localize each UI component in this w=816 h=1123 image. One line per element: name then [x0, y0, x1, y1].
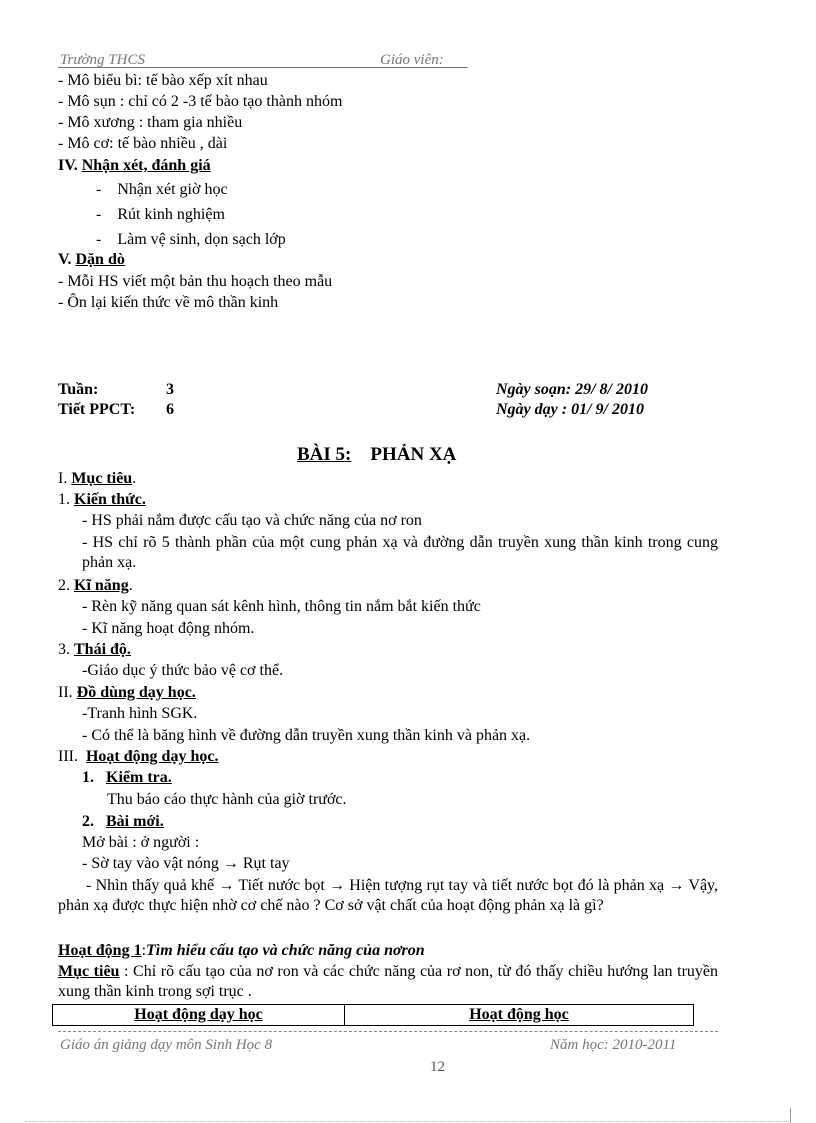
- prep-date: Ngày soạn: 29/ 8/ 2010: [496, 381, 648, 398]
- header-teacher: Giáo viên:: [380, 52, 444, 68]
- section-v-heading: [58, 250, 125, 270]
- header-school: Trường THCS: [60, 52, 145, 68]
- iii-2-title: Bài mới.: [106, 813, 164, 830]
- sub-3-line-1: -Giáo dục ý thức bảo vệ cơ thể.: [82, 662, 284, 679]
- iv-item-2: - Rút kinh nghiệm: [96, 206, 225, 223]
- week-value: 3: [166, 381, 174, 398]
- activity-table: [52, 1004, 694, 1026]
- section-ii-heading: [58, 683, 196, 703]
- section-v-title: Dặn dò: [75, 251, 125, 268]
- ii-line-1: -Tranh hình SGK.: [82, 705, 198, 722]
- activity-1-title: Tìm hiểu cấu tạo và chức năng của nơron: [146, 942, 425, 959]
- sub-1-line-2: - HS chỉ rõ 5 thành phần của một cung phản xạ và đường dẫn truyền xung thần kinh trong cung phản xạ.: [82, 534, 718, 571]
- lesson-title: [297, 443, 456, 467]
- period-value: 6: [166, 401, 174, 418]
- section-i-dot: .: [132, 470, 137, 487]
- prev-line-3: - Mô xương : tham gia nhiều: [58, 114, 243, 131]
- section-iii-number: III.: [58, 748, 78, 765]
- header-rule: [58, 67, 468, 68]
- iii-2-heading: [82, 812, 164, 832]
- section-iv-heading: [58, 156, 211, 176]
- sub-2-heading: [58, 576, 133, 596]
- sub-1-line-1: - HS phải nắm được cấu tạo và chức năng của nơ ron: [82, 512, 422, 529]
- iii-1-heading: [82, 768, 172, 788]
- prev-line-4: - Mô cơ: tế bào nhiều , dài: [58, 135, 228, 152]
- section-ii-title: Đồ dùng dạy học.: [76, 684, 196, 701]
- iv-item-3-text: Làm vệ sinh, dọn sạch lớp: [117, 231, 286, 248]
- iv-item-1-text: Nhận xét giờ học: [117, 181, 228, 198]
- sub-2-line-2: - Kĩ năng hoạt động nhóm.: [82, 620, 255, 637]
- sub-1-heading: [58, 490, 146, 510]
- prev-line-1: - Mô biểu bì: tế bào xếp xít nhau: [58, 72, 268, 89]
- week-label: Tuần:: [58, 381, 99, 398]
- v-item-1: - Mỗi HS viết một bản thu hoạch theo mẫu: [58, 273, 333, 290]
- sub-2-dot: .: [128, 577, 133, 594]
- iii-1-text: Thu báo cáo thực hành của giờ trước.: [107, 791, 347, 808]
- sub-2-number: 2.: [58, 577, 70, 594]
- footer-right: Năm học: 2010-2011: [550, 1037, 677, 1053]
- sub-1-title: Kiến thức.: [74, 491, 146, 508]
- objective-paragraph: [58, 962, 718, 1002]
- section-iv-title: Nhận xét, đánh giá: [81, 157, 211, 174]
- table-header-learning: Hoạt động học: [469, 1006, 569, 1023]
- sub-3-title: Thái độ.: [74, 641, 131, 658]
- intro-paragraph: - Nhìn thấy quả khế → Tiết nước bọt → Hiện tượng rụt tay và tiết nước bọt đó là phản xạ → Vậy, phản xạ được thực hiện nhờ cơ chế nào ? Cơ sở vật chất của hoạt động phản xạ là gì?: [58, 877, 718, 914]
- intro-line-2: - Sờ tay vào vật nóng → Rụt tay: [82, 855, 290, 872]
- v-item-2: - Ôn lại kiến thức về mô thần kinh: [58, 294, 279, 311]
- section-v-number: V.: [58, 251, 72, 268]
- objective-label: Mục tiêu: [58, 963, 120, 980]
- table-header-teaching: Hoạt động dạy học: [53, 1005, 345, 1025]
- activity-1-colon: :: [141, 942, 147, 959]
- lesson-name: PHẢN XẠ: [370, 444, 457, 465]
- sub-2-line-1: - Rèn kỹ năng quan sát kênh hình, thông tin nắm bắt kiến thức: [82, 598, 481, 615]
- page-corner-mark: [790, 1108, 791, 1123]
- page-bottom-edge: [25, 1121, 791, 1122]
- section-i-heading: [58, 469, 136, 489]
- page-number: 12: [430, 1059, 445, 1075]
- activity-1-heading: [58, 941, 425, 961]
- sub-3-number: 3.: [58, 641, 70, 658]
- iii-1-title: Kiểm tra.: [106, 769, 172, 786]
- iv-item-1: - Nhận xét giờ học: [96, 181, 228, 198]
- lesson-number: BÀI 5:: [297, 444, 352, 465]
- sub-1-number: 1.: [58, 491, 70, 508]
- period-label: Tiết PPCT:: [58, 401, 136, 418]
- teach-date: Ngày dạy : 01/ 9/ 2010: [496, 401, 644, 418]
- sub-2-title: Kĩ năng: [74, 577, 129, 594]
- section-i-title: Mục tiêu: [71, 470, 133, 487]
- section-iii-heading: [58, 747, 218, 767]
- ii-line-2: - Có thể là băng hình về đường dẫn truyền xung thần kinh và phản xạ.: [82, 727, 531, 744]
- objective-text: : Chỉ rõ cấu tạo của nơ ron và các chức năng của rơ non, từ đó thấy chiều hướng lan truyền xung thần kinh trong sợi trục .: [58, 963, 719, 1000]
- footer-left: Giáo án giảng dạy môn Sinh Học 8: [60, 1037, 273, 1053]
- iv-item-3: - Làm vệ sinh, dọn sạch lớp: [96, 231, 286, 248]
- section-iv-number: IV.: [58, 157, 78, 174]
- iii-2-number: 2.: [82, 813, 94, 830]
- intro-line-1: Mở bài : ở người :: [82, 834, 200, 851]
- footer-rule: [58, 1031, 718, 1032]
- activity-1-label: Hoạt động 1: [58, 942, 142, 959]
- section-i-number: I.: [58, 470, 68, 487]
- iii-1-number: 1.: [82, 769, 94, 786]
- section-iii-title: Hoạt động dạy học.: [85, 748, 219, 765]
- section-ii-number: II.: [58, 684, 73, 701]
- sub-3-heading: [58, 640, 131, 660]
- iv-item-2-text: Rút kinh nghiệm: [117, 206, 225, 223]
- prev-line-2: - Mô sụn : chỉ có 2 -3 tế bào tạo thành nhóm: [58, 93, 343, 110]
